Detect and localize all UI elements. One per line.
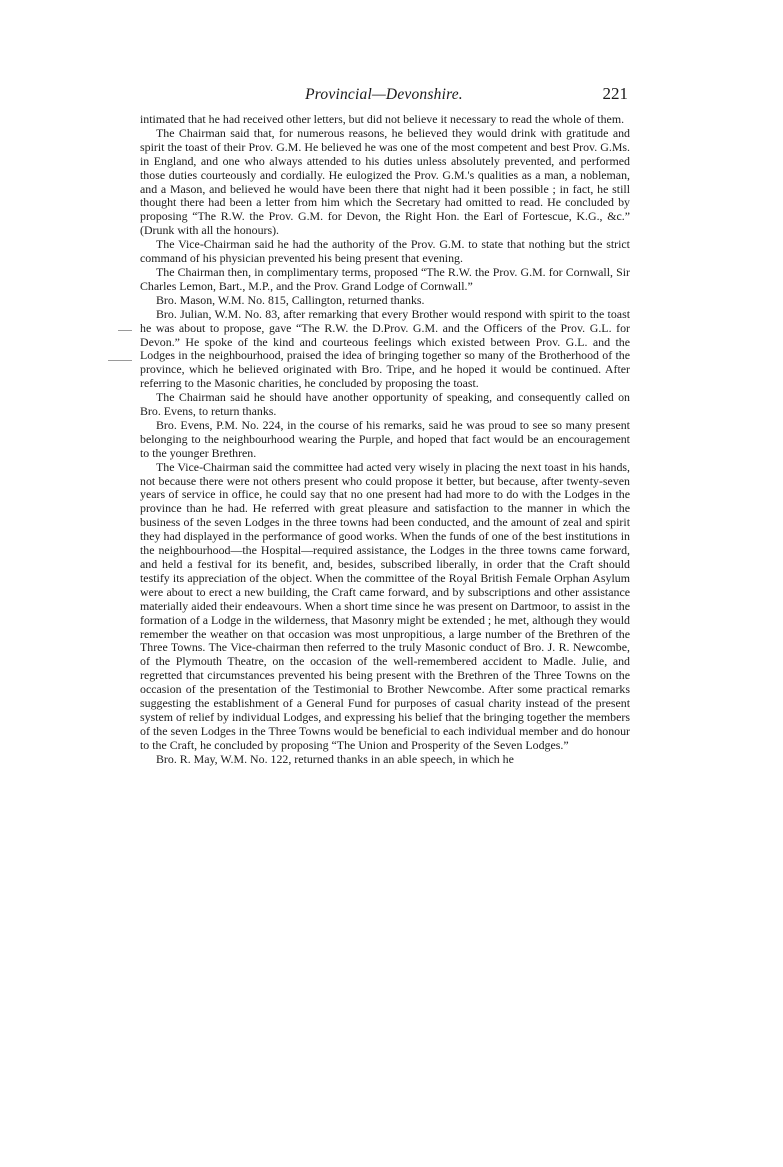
paragraph: The Vice-Chairman said the committee had acted very wisely in placing the next toast in his hands, not because there were not others present who could propose it better, but because, after twenty-seven years of service in office, he could say that no one present had had more to do with the Lodges in the province than he had. He referred with great pleasure and satisfaction to the manner in which the business of the seven Lodges in the three towns had been conducted, and the amount of zeal and spirit they had displayed in the performance of good works. When the funds of one of the best institutions in the neighbourhood—the Hospital—required assistance, the Lodges in the three towns came forward, and held a festival for its benefit, and, besides, subscribed liberally, in order that the Craft should testify its appreciation of the object. When the committee of the Royal British Female Orphan Asylum were about to erect a new building, the Craft came forward, and by subscriptions and other assistance materially aided their endeavours. When a short time since he was present on Dartmoor, to assist in the formation of a Lodge in the wilderness, that Masonry might be extended ; he met, although they would remember the weather on that occasion was most unpropitious, a large number of the Brethren of the Three Towns. The Vice-chairman then referred to the truly Masonic conduct of Bro. J. R. Newcombe, of the Plymouth Theatre, on the occasion of the well-remembered accident to Madle. Julie, and regretted that circumstances prevented his being present with the Brethren of the Three Towns on the occasion of the presentation of the Testimonial to Brother Newcombe. After some practical remarks suggesting the establishment of a General Fund for purposes of casual charity instead of the present system of relief by individual Lodges, and expressing his belief that the bringing together the members of the seven Lodges in the Three Towns would be beneficial to each individual member and do honour to the Craft, he concluded by proposing “The Union and Prosperity of the Seven Lodges.” — [140, 459, 630, 752]
paragraph: The Chairman then, in complimentary terms, proposed “The R.W. the Prov. G.M. for Cornwall, Sir Charles Lemon, Bart., M.P., and the Prov. Grand Lodge of Cornwall.” — [140, 264, 630, 293]
paragraph: intimated that he had received other letters, but did not believe it necessary to read the whole of them. — [140, 112, 625, 126]
margin-pencil-mark — [108, 360, 132, 361]
margin-pencil-mark — [118, 330, 132, 331]
paragraph: Bro. Evens, P.M. No. 224, in the course of his remarks, said he was proud to see so many present belonging to the neighbourhood wearing the Purple, and hoped that fact would be an encouragement to the younger Brethren. — [140, 417, 630, 460]
paragraph: Bro. Julian, W.M. No. 83, after remarking that every Brother would respond with spirit to the toast he was about to propose, gave “The R.W. the D.Prov. G.M. and the Officers of the Prov. G.L. for Devon.” He spoke of the kind and courteous feelings which existed between Prov. G.L. and the Lodges in the neighbourhood, praised the idea of bringing together so many of the Brotherhood of the province, which he believed originated with Bro. Tripe, and he hoped it would be continued. After referring to the Masonic charities, he concluded by proposing the toast. — [140, 306, 630, 391]
paragraph: The Chairman said that, for numerous reasons, he believed they would drink with gratitude and spirit the toast of their Prov. G.M. He believed he was one of the most competent and best Prov. G.Ms. in England, and one who always attended to his duties unless absolutely prevented, and performed those duties courteously and cordially. He eulogized the Prov. G.M.'s qualities as a man, a nobleman, and a Mason, and believed he would have been there that night had it been possible ; in fact, he still thought there had been a letter from him which the Secretary had omitted to read. He concluded by proposing “The R.W. the Prov. G.M. for Devon, the Right Hon. the Earl of Fortescue, K.G., &c.” (Drunk with all the honours). — [140, 125, 630, 238]
paragraph: Bro. R. May, W.M. No. 122, returned thanks in an able speech, in which he — [156, 751, 514, 766]
article-body — [140, 113, 630, 767]
paragraph: The Chairman said he should have another opportunity of speaking, and consequently called on Bro. Evens, to return thanks. — [140, 390, 630, 419]
running-head — [140, 84, 628, 106]
page-number: 221 — [602, 84, 628, 103]
paragraph: The Vice-Chairman said he had the authority of the Prov. G.M. to state that nothing but the strict command of his physician prevented his being present that evening. — [140, 237, 630, 266]
paragraph: Bro. Mason, W.M. No. 815, Callington, returned thanks. — [156, 292, 425, 307]
running-title: Provincial—Devonshire. — [305, 86, 463, 103]
